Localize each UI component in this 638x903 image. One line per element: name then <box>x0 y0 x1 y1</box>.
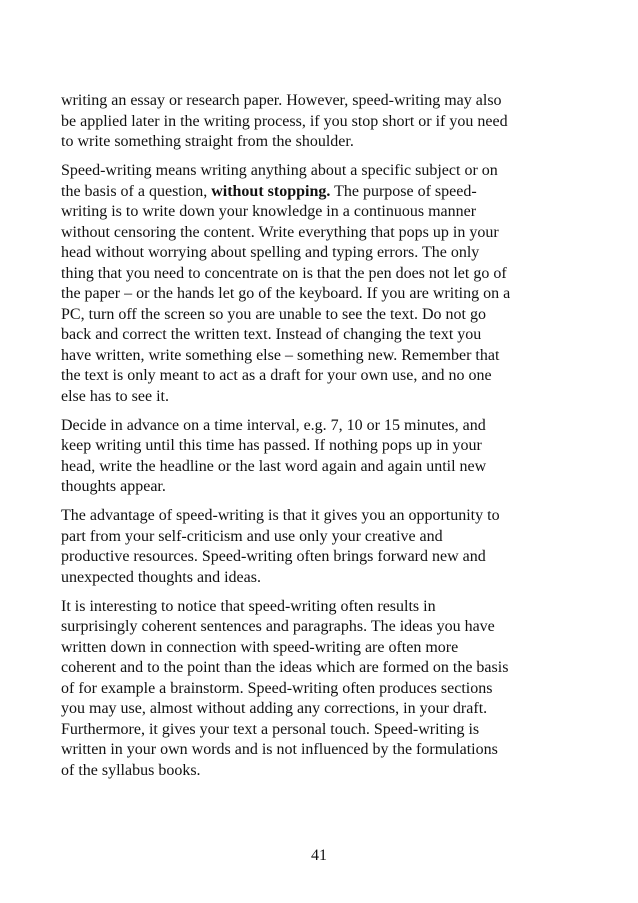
paragraph-text-end: The purpose of speed- writing is to write down your knowledge in a continuous manner without censoring the content. Write everything that pops up in your head without worrying about spelling and typing errors. The only thing that you need to concentrate on is that the pen does not let go of the paper – or the hands let go of the keyboard. If you are writing on a PC, turn off the screen so you are unable to see the text. Do not go back and correct the written text. Instead of changing the text you have written, write something else – something new. Remember that the text is only meant to act as a draft for your own use, and no one else has to see it. <box>61 182 511 405</box>
paragraph-coherence: It is interesting to notice that speed-writing often results in surprisingly coherent sentences and paragraphs. The ideas you have written down in connection with speed-writing are often more coherent and to the point than the ideas which are formed on the basis of for example a brainstorm. Speed-writing often produces sections you may use, almost without adding any corrections, in your draft. Furthermore, it gives your text a personal touch. Speed-writing is written in your own words and is not influenced by the formulations of the syllabus books. <box>61 597 509 779</box>
body-text <box>61 91 579 790</box>
paragraph-text-start: Speed-writing means writing anything about a specific subject or on the basis of a question, <box>61 162 498 200</box>
paragraph-continuation: writing an essay or research paper. However, speed-writing may also be applied later in the writing process, if you stop short or if you need to write something straight from the shoulder. <box>61 92 508 150</box>
page-number: 41 <box>311 847 327 864</box>
emphasis-without-stopping: without stopping. <box>211 182 331 200</box>
paragraph-definition <box>61 161 579 407</box>
paragraph-time-interval: Decide in advance on a time interval, e.g. 7, 10 or 15 minutes, and keep writing until this time has passed. If nothing pops up in your head, write the headline or the last word again and again until new thoughts appear. <box>61 416 487 495</box>
paragraph-advantage: The advantage of speed-writing is that it gives you an opportunity to part from your self-criticism and use only your creative and productive resources. Speed-writing often brings forward new and unexpected thoughts and ideas. <box>61 507 500 586</box>
